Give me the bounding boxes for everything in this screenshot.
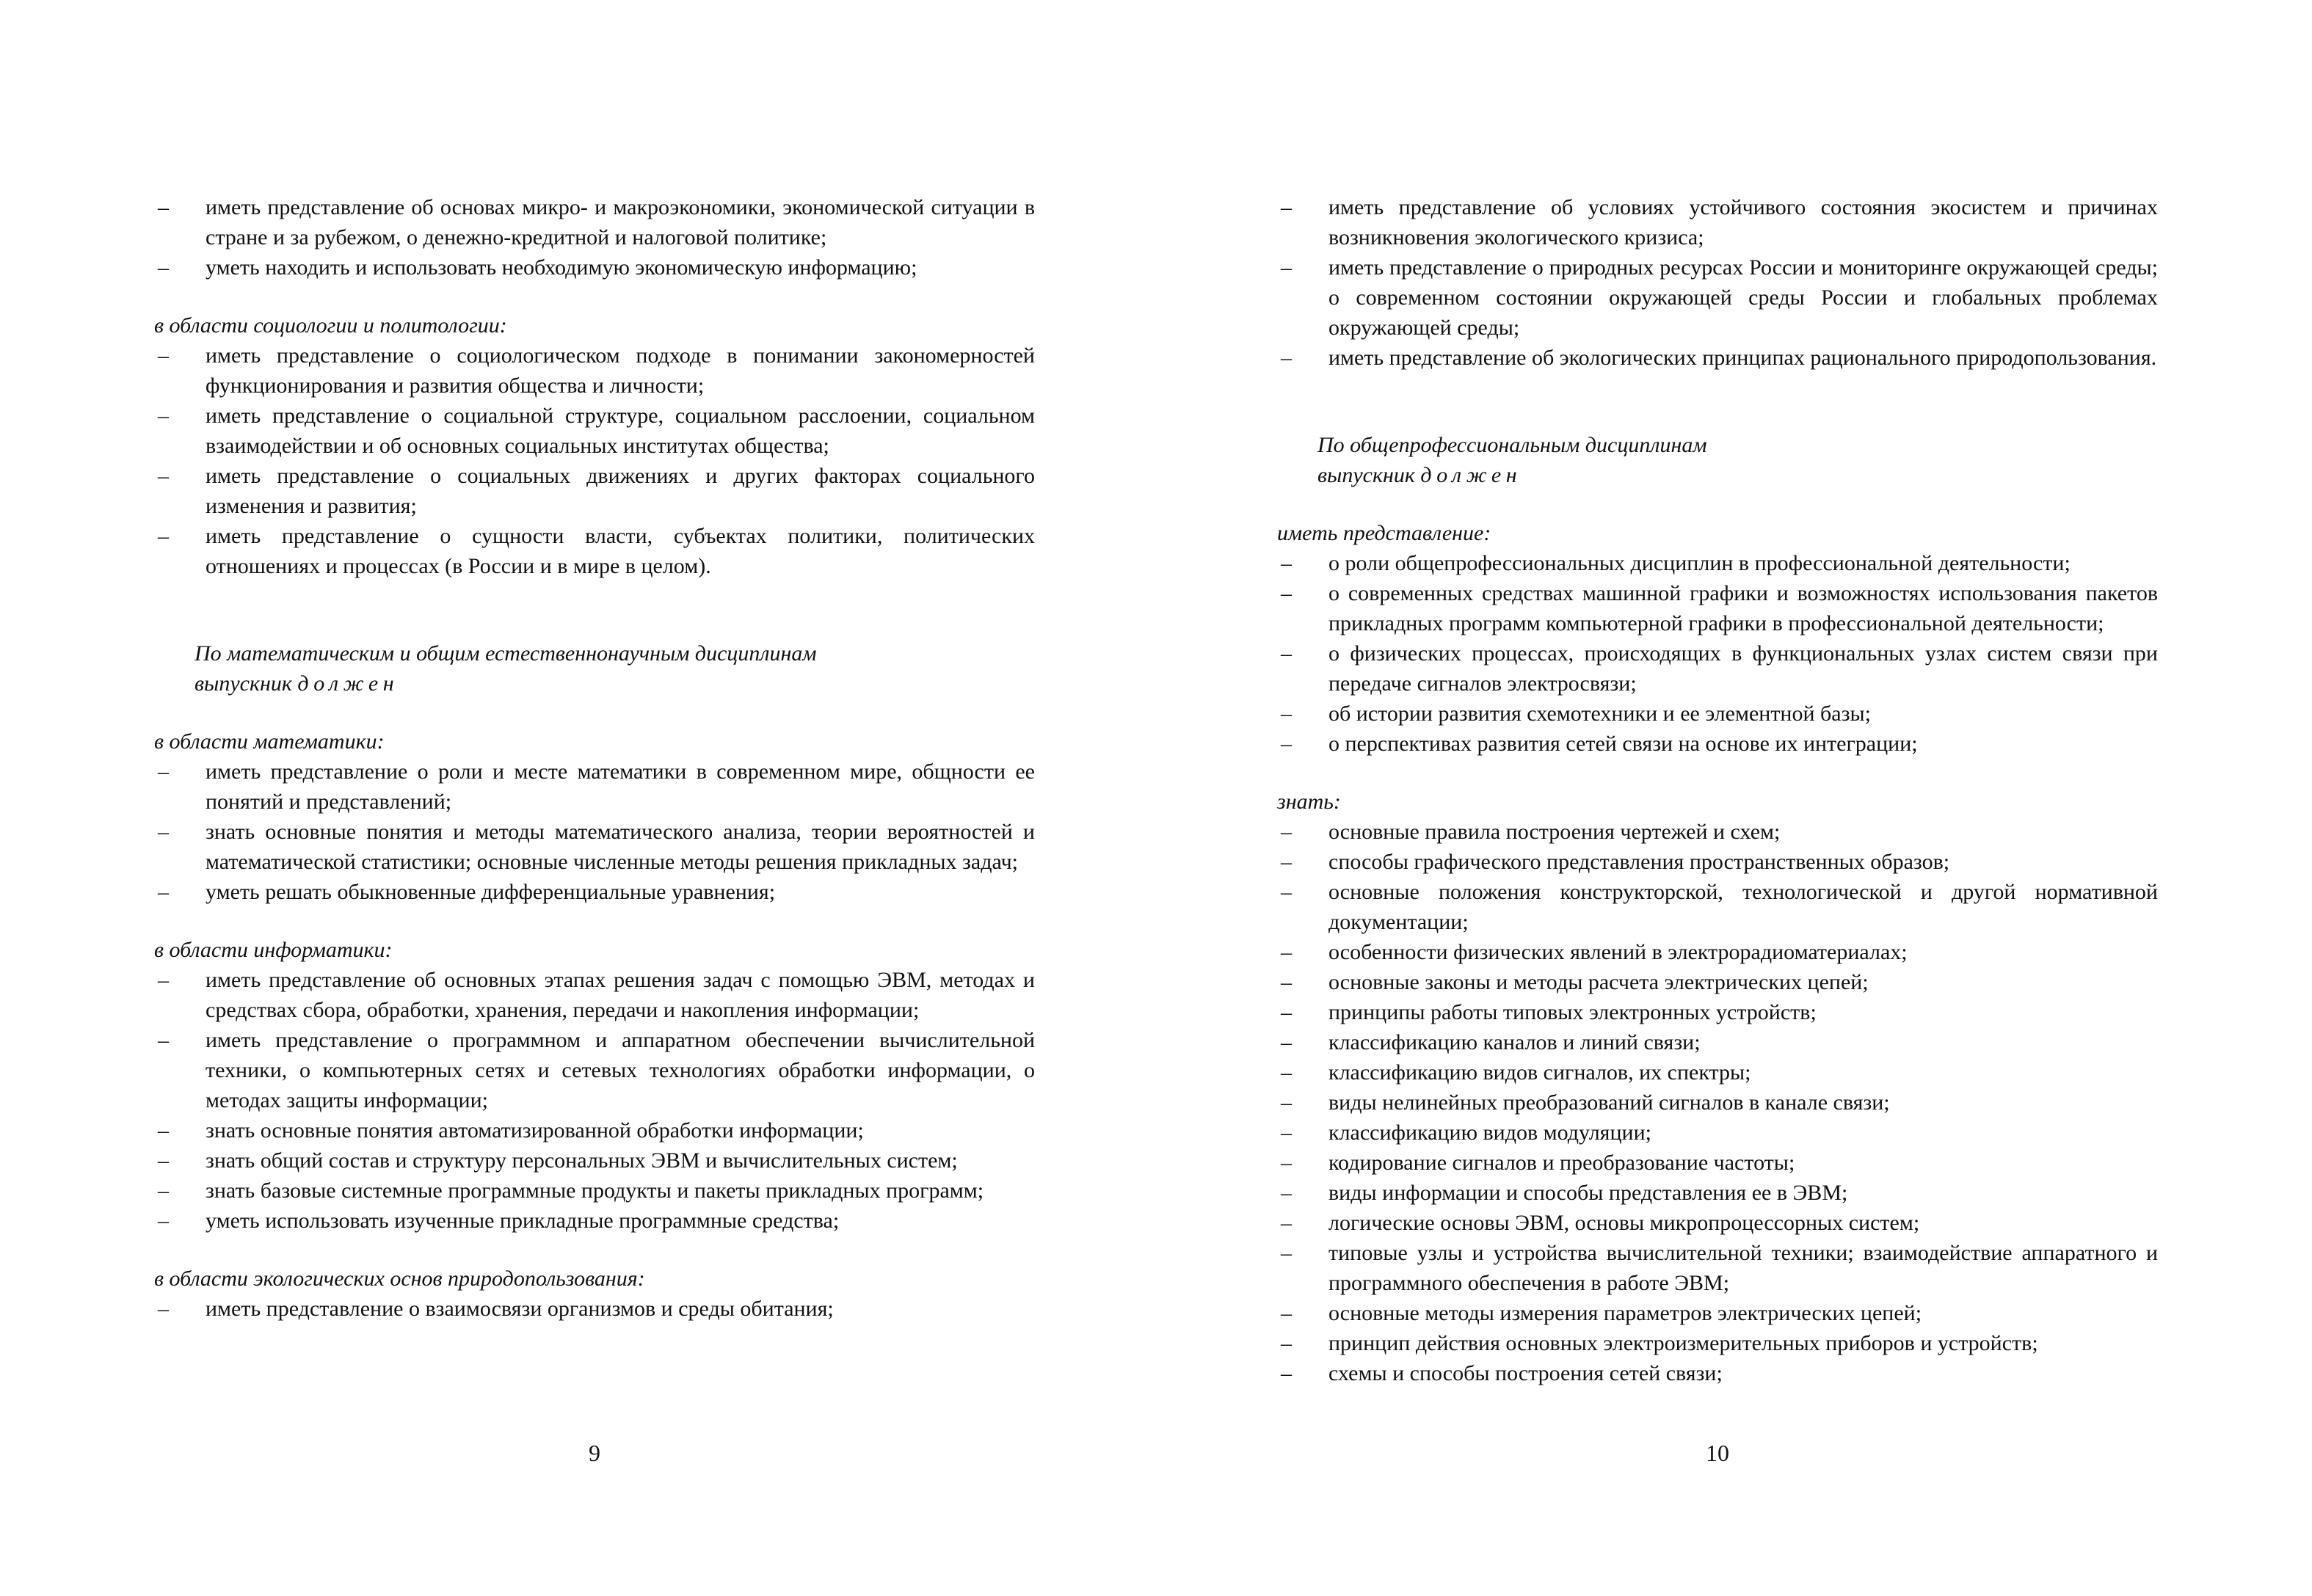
dash-bullet: – xyxy=(158,464,169,488)
dash-bullet: – xyxy=(158,1118,169,1143)
list-item xyxy=(1277,192,2158,252)
represent-heading: иметь представление: xyxy=(1277,521,1491,545)
math-natural-heading: По математическим и общим естественнонаучным дисциплинам xyxy=(195,641,817,666)
dash-bullet: – xyxy=(158,1178,169,1203)
list-item-text: о роли общепрофессиональных дисциплин в профессиональной деятельности; xyxy=(1328,551,2071,575)
list-item xyxy=(1277,548,2158,578)
ecology-list xyxy=(154,1294,1035,1324)
represent-list xyxy=(1277,548,2158,759)
dash-bullet: – xyxy=(158,1209,169,1233)
list-item xyxy=(1277,1087,2158,1118)
list-item-text: способы графического представления пространственных образов; xyxy=(1328,850,1950,874)
must-label-right: должен xyxy=(1420,463,1522,487)
dash-bullet: – xyxy=(158,524,169,548)
list-item-text: классификацию видов сигналов, их спектры; xyxy=(1328,1060,1751,1085)
list-item xyxy=(154,1115,1035,1145)
list-item-text: о современных средствах машинной графики и возможностях использования пакетов прикладных программ компьютерной графики в профессиональной деятельности; xyxy=(1328,581,2158,635)
graduate-label: выпускник xyxy=(195,671,298,696)
list-item xyxy=(154,340,1035,401)
general-prof-heading: По общепрофессиональным дисциплинам xyxy=(1317,433,1707,457)
dash-bullet: – xyxy=(158,1148,169,1173)
list-item-text: логические основы ЭВМ, основы микропроцессорных систем; xyxy=(1328,1211,1920,1235)
dash-bullet: – xyxy=(1281,970,1292,994)
list-item-text: знать базовые системные программные продукты и пакеты прикладных программ; xyxy=(206,1178,984,1203)
ecology-continued-list xyxy=(1277,192,2158,373)
ecology-heading: в области экологических основ природопользования: xyxy=(154,1267,645,1291)
list-item xyxy=(1277,1298,2158,1328)
list-item xyxy=(154,461,1035,521)
list-item xyxy=(1277,1178,2158,1208)
list-item-text: иметь представление о природных ресурсах России и мониторинге окружающей среды; о современном состоянии окружающей среды России и глобальных проблемах окружающей среды; xyxy=(1328,255,2158,340)
list-item-text: особенности физических явлений в электрорадиоматериалах; xyxy=(1328,940,1908,964)
list-item xyxy=(1277,1027,2158,1057)
list-item-text: о перспективах развития сетей связи на основе их интеграции; xyxy=(1328,732,1918,756)
list-item-text: основные положения конструкторской, технологической и другой нормативной документации; xyxy=(1328,880,2158,934)
sociology-list xyxy=(154,340,1035,581)
list-item-text: основные правила построения чертежей и схем; xyxy=(1328,820,1781,844)
mathematics-list xyxy=(154,757,1035,907)
dash-bullet: – xyxy=(158,255,169,280)
page-number-left: 9 xyxy=(589,1440,600,1466)
list-item-text: классификацию каналов и линий связи; xyxy=(1328,1030,1701,1054)
list-item xyxy=(1277,1118,2158,1148)
list-item xyxy=(1277,578,2158,638)
dash-bullet: – xyxy=(1281,732,1292,756)
list-item-text: иметь представление о социологическом подходе в понимании закономерностей функционирования и развития общества и личности; xyxy=(206,343,1035,398)
list-item xyxy=(1277,699,2158,729)
list-item-text: иметь представление о сущности власти, субъектах политики, политических отношениях и процессах (в России и в мире в целом). xyxy=(206,524,1035,578)
list-item xyxy=(1277,1208,2158,1238)
list-item-text: об истории развития схемотехники и ее элементной базы; xyxy=(1328,702,1871,726)
dash-bullet: – xyxy=(158,820,169,844)
econ-list xyxy=(154,192,1035,283)
list-item xyxy=(1277,638,2158,699)
dash-bullet: – xyxy=(1281,850,1292,874)
dash-bullet: – xyxy=(1281,820,1292,844)
list-item-text: схемы и способы построения сетей связи; xyxy=(1328,1361,1723,1385)
list-item-text: знать общий состав и структуру персональных ЭВМ и вычислительных систем; xyxy=(206,1148,958,1173)
graduate-must-line xyxy=(154,668,1035,699)
dash-bullet: – xyxy=(1281,1361,1292,1385)
list-item-text: типовые узлы и устройства вычислительной техники; взаимодействие аппаратного и программного обеспечения в работе ЭВМ; xyxy=(1328,1241,2158,1295)
dash-bullet: – xyxy=(1281,1060,1292,1085)
list-item-text: о физических процессах, происходящих в функциональных узлах систем связи при передаче сигналов электросвязи; xyxy=(1328,641,2158,696)
dash-bullet: – xyxy=(1281,551,1292,575)
list-item-text: классификацию видов модуляции; xyxy=(1328,1121,1651,1145)
list-item-text: уметь решать обыкновенные дифференциальные уравнения; xyxy=(206,880,776,904)
list-item-text: виды информации и способы представления ее в ЭВМ; xyxy=(1328,1181,1848,1205)
know-heading: знать: xyxy=(1277,790,1341,814)
dash-bullet: – xyxy=(158,343,169,368)
dash-bullet: – xyxy=(1281,1151,1292,1175)
list-item-text: основные методы измерения параметров электрических цепей; xyxy=(1328,1301,1922,1325)
list-item xyxy=(1277,937,2158,967)
list-item xyxy=(1277,1328,2158,1358)
list-item xyxy=(154,1294,1035,1324)
dash-bullet: – xyxy=(1281,581,1292,605)
list-item-text: виды нелинейных преобразований сигналов в канале связи; xyxy=(1328,1090,1890,1115)
mathematics-heading: в области математики: xyxy=(154,729,385,754)
dash-bullet: – xyxy=(158,195,169,219)
list-item xyxy=(154,1145,1035,1176)
list-item-text: кодирование сигналов и преобразование частоты; xyxy=(1328,1151,1795,1175)
list-item-text: принцип действия основных электроизмерительных приборов и устройств; xyxy=(1328,1331,2038,1355)
dash-bullet: – xyxy=(1281,1090,1292,1115)
list-item-text: иметь представление об условиях устойчивого состояния экосистем и причинах возникновения экологического кризиса; xyxy=(1328,195,2158,249)
dash-bullet: – xyxy=(158,1297,169,1321)
know-list xyxy=(1277,817,2158,1388)
list-item-text: иметь представление об основах микро- и макроэкономики, экономической ситуации в стране и за рубежом, о денежно-кредитной и налоговой политике; xyxy=(206,195,1035,249)
list-item xyxy=(1277,997,2158,1027)
list-item-text: иметь представление о взаимосвязи организмов и среды обитания; xyxy=(206,1297,834,1321)
page-number-right: 10 xyxy=(1706,1440,1729,1466)
list-item xyxy=(1277,1238,2158,1298)
list-item xyxy=(154,1176,1035,1206)
dash-bullet: – xyxy=(1281,1000,1292,1024)
right-page-content xyxy=(1277,192,2158,1388)
dash-bullet: – xyxy=(158,880,169,904)
list-item-text: основные законы и методы расчета электрических цепей; xyxy=(1328,970,1869,994)
dash-bullet: – xyxy=(1281,1241,1292,1265)
list-item xyxy=(1277,729,2158,759)
list-item-text: знать основные понятия и методы математического анализа, теории вероятностей и математической статистики; основные численные методы решения прикладных задач; xyxy=(206,820,1035,874)
dash-bullet: – xyxy=(1281,1301,1292,1325)
informatics-list xyxy=(154,965,1035,1236)
list-item xyxy=(154,1206,1035,1236)
list-item-text: знать основные понятия автоматизированной обработки информации; xyxy=(206,1118,864,1143)
list-item-text: уметь находить и использовать необходимую экономическую информацию; xyxy=(206,255,917,280)
list-item-text: иметь представление о роли и месте математики в современном мире, общности ее понятий и представлений; xyxy=(206,759,1035,814)
list-item-text: иметь представление об основных этапах решения задач с помощью ЭВМ, методах и средствах сбора, обработки, хранения, передачи и накопления информации; xyxy=(206,968,1035,1022)
list-item-text: уметь использовать изученные прикладные программные средства; xyxy=(206,1209,840,1233)
dash-bullet: – xyxy=(1281,1211,1292,1235)
list-item xyxy=(154,817,1035,877)
dash-bullet: – xyxy=(1281,1030,1292,1054)
list-item xyxy=(154,877,1035,907)
list-item-text: иметь представление о программном и аппаратном обеспечении вычислительной техники, о компьютерных сетях и сетевых технологиях обработки информации, о методах защиты информации; xyxy=(206,1028,1035,1112)
list-item xyxy=(1277,1358,2158,1388)
list-item xyxy=(1277,847,2158,877)
list-item xyxy=(1277,967,2158,997)
list-item xyxy=(1277,252,2158,343)
list-item xyxy=(154,252,1035,283)
list-item xyxy=(1277,817,2158,847)
informatics-heading: в области информатики: xyxy=(154,938,393,962)
list-item xyxy=(154,521,1035,581)
dash-bullet: – xyxy=(158,759,169,784)
left-page-content xyxy=(154,192,1035,1324)
right-page xyxy=(1277,0,2158,1596)
list-item-text: иметь представление о социальной структуре, социальном расслоении, социальном взаимодействии и об основных социальных институтах общества; xyxy=(206,404,1035,458)
dash-bullet: – xyxy=(1281,880,1292,904)
list-item xyxy=(154,757,1035,817)
list-item xyxy=(154,1025,1035,1115)
dash-bullet: – xyxy=(1281,940,1292,964)
list-item xyxy=(154,401,1035,461)
list-item-text: иметь представление об экологических принципах рационального природопользования. xyxy=(1328,346,2157,370)
sociology-heading: в области социологии и политологии: xyxy=(154,313,507,338)
dash-bullet: – xyxy=(1281,641,1292,666)
list-item xyxy=(154,965,1035,1025)
dash-bullet: – xyxy=(158,404,169,428)
dash-bullet: – xyxy=(1281,1121,1292,1145)
list-item-text: иметь представление о социальных движениях и других факторах социального изменения и развития; xyxy=(206,464,1035,518)
dash-bullet: – xyxy=(1281,702,1292,726)
list-item xyxy=(154,192,1035,252)
must-label: должен xyxy=(297,671,399,696)
list-item-text: принципы работы типовых электронных устройств; xyxy=(1328,1000,1817,1024)
dash-bullet: – xyxy=(1281,346,1292,370)
dash-bullet: – xyxy=(1281,1331,1292,1355)
dash-bullet: – xyxy=(1281,255,1292,280)
graduate-must-line-right xyxy=(1277,460,2158,490)
left-page xyxy=(154,0,1035,1596)
graduate-label-right: выпускник xyxy=(1317,463,1421,487)
list-item xyxy=(1277,1057,2158,1087)
list-item xyxy=(1277,1148,2158,1178)
list-item xyxy=(1277,877,2158,937)
list-item xyxy=(1277,343,2158,373)
dash-bullet: – xyxy=(1281,1181,1292,1205)
dash-bullet: – xyxy=(158,1028,169,1052)
dash-bullet: – xyxy=(1281,195,1292,219)
dash-bullet: – xyxy=(158,968,169,992)
